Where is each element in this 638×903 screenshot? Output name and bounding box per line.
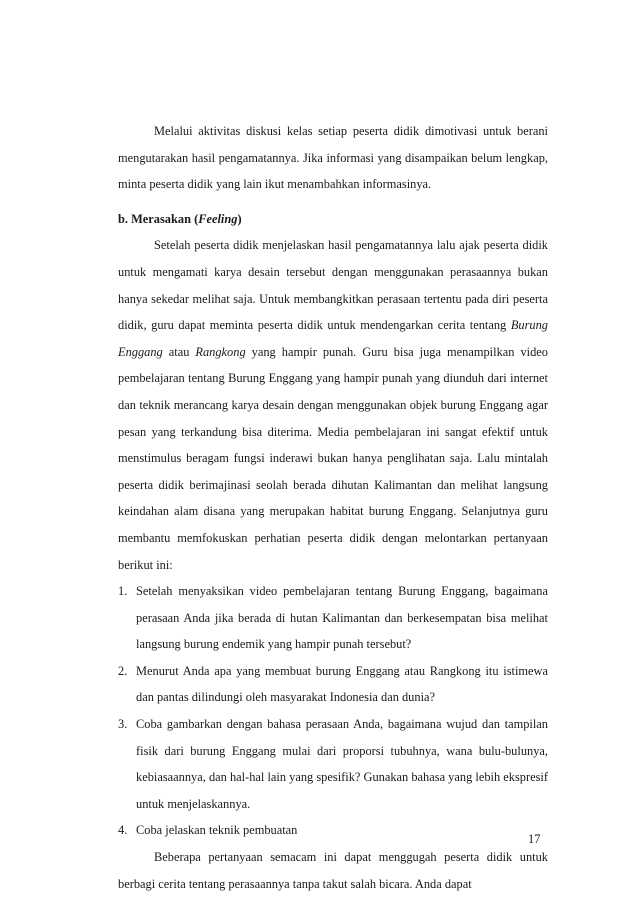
paragraph-feeling-part-2: atau: [162, 344, 196, 359]
paragraph-closing: Beberapa pertanyaan semacam ini dapat menggugah peserta didik untuk berbagi cerita tentang perasaannya tanpa takut salah bicara. Anda dapat: [118, 850, 548, 891]
list-item: [118, 817, 548, 844]
paragraph-feeling: [118, 232, 548, 578]
section-heading-feeling: [118, 206, 548, 233]
list-item-text: Coba gambarkan dengan bahasa perasaan Anda, bagaimana wujud dan tampilan fisik dari burung Enggang mulai dari proporsi tubuhnya, wana bulu-bulunya, kebiasaannya, dan hal-hal lain yang spesifik? Gunakan bahasa yang lebih ekspresif untuk menjelaskannya.: [136, 717, 548, 811]
paragraph-feeling-part-3: yang hampir punah. Guru bisa juga menampilkan video pembelajaran tentang Burung Enggang yang hampir punah yang diunduh dari internet dan teknik merancang karya desain dengan menggunakan objek burung Enggang agar pesan yang terkandung bisa diterima. Media pembelajaran ini sangat efektif untuk menstimulus beragam fungsi inderawi bukan hanya penglihatan saja. Lalu mintalah peserta didik berimajinasi seolah berada dihutan Kalimantan dan melihat langsung keindahan alam disana yang merupakan habitat burung Enggang. Selanjutnya guru membantu memfokuskan perhatian peserta didik dengan melontarkan pertanyaan berikut ini:: [118, 344, 548, 572]
heading-suffix: ): [237, 211, 242, 226]
paragraph-feeling-part-1: Setelah peserta didik menjelaskan hasil pengamatannya lalu ajak peserta didik untuk mengamati karya desain tersebut dengan menggunakan perasaannya bukan hanya sekedar melihat saja. Untuk membangkitkan perasaan tertentu pada diri peserta didik, guru dapat meminta peserta didik untuk mendengarkan cerita tentang: [118, 238, 548, 333]
list-item-number: 3.: [118, 717, 128, 732]
list-item: [118, 578, 548, 658]
list-item-number: 1.: [118, 584, 128, 599]
list-item-number: 4.: [118, 823, 128, 838]
question-list: [118, 578, 548, 844]
list-item-number: 2.: [118, 663, 128, 678]
list-item-text: Setelah menyaksikan video pembelajaran tentang Burung Enggang, bagaimana perasaan Anda jika berada di hutan Kalimantan dan berkesempatan bisa melihat langsung burung endemik yang hampir punah tersebut?: [136, 584, 548, 652]
list-item-text: Coba jelaskan teknik pembuatan: [136, 823, 298, 838]
page-body: [118, 118, 548, 897]
paragraph-discussion: Melalui aktivitas diskusi kelas setiap peserta didik dimotivasi untuk berani mengutarakan hasil pengamatannya. Jika informasi yang disampaikan belum lengkap, minta peserta didik yang lain ikut menambahkan informasinya.: [118, 124, 548, 192]
heading-italic: Feeling: [198, 211, 238, 226]
list-item-text: Menurut Anda apa yang membuat burung Enggang atau Rangkong itu istimewa dan pantas dilindungi oleh masyarakat Indonesia dan dunia?: [136, 663, 548, 705]
page-number: 17: [528, 832, 541, 846]
list-item: [118, 711, 548, 817]
heading-prefix: b. Merasakan (: [118, 211, 199, 226]
burung-enggang-term: Burung Enggang: [118, 318, 548, 359]
list-item: [118, 658, 548, 711]
rangkong-term: Rangkong: [195, 344, 246, 359]
